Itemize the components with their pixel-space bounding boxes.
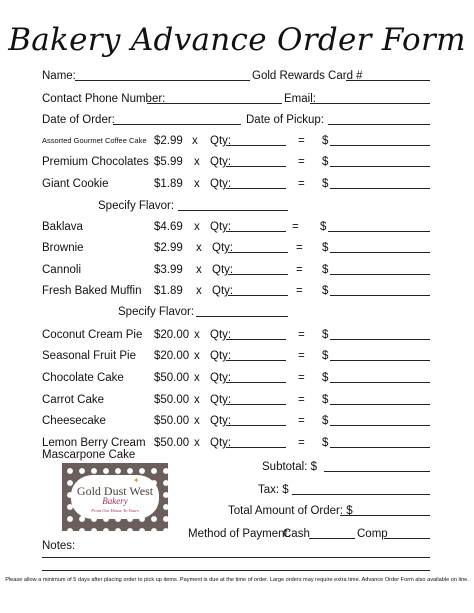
- item-name: Mascarpone Cake: [42, 449, 136, 461]
- notes-line[interactable]: [42, 557, 430, 558]
- qty-field[interactable]: [228, 295, 288, 296]
- qty-label: Qty:: [212, 285, 234, 297]
- qty-field[interactable]: [226, 425, 286, 426]
- item-price: $1.89: [154, 178, 183, 190]
- amount-field[interactable]: [330, 382, 430, 383]
- equals-sign: =: [298, 350, 305, 362]
- amount-field[interactable]: [330, 274, 430, 275]
- item-price: $20.00: [154, 350, 190, 362]
- multiply-sign: x: [194, 178, 200, 190]
- name-label: Name:: [42, 70, 76, 82]
- dollar-sign: $: [322, 135, 329, 147]
- qty-field[interactable]: [226, 447, 286, 448]
- specify-flavor-label: Specify Flavor:: [98, 200, 175, 212]
- item-price: $3.99: [154, 264, 183, 276]
- qty-label: Qty:: [212, 264, 234, 276]
- payment-label: Method of Payment:: [188, 528, 291, 540]
- subtotal-field[interactable]: [324, 471, 430, 472]
- item-name: Premium Chocolates: [42, 156, 149, 168]
- qty-field[interactable]: [228, 274, 288, 275]
- amount-field[interactable]: [330, 404, 430, 405]
- multiply-sign: x: [194, 437, 200, 449]
- equals-sign: =: [296, 242, 303, 254]
- qty-field[interactable]: [226, 404, 286, 405]
- multiply-sign: x: [194, 372, 200, 384]
- total-field[interactable]: [340, 515, 430, 516]
- qty-label: Qty:: [210, 156, 232, 168]
- item-name: Brownie: [42, 242, 84, 254]
- dollar-sign: $: [322, 437, 329, 449]
- item-price: $50.00: [154, 372, 190, 384]
- item-name: Giant Cookie: [42, 178, 109, 190]
- item-name: Assorted Gourmet Coffee Cake: [42, 136, 147, 145]
- multiply-sign: x: [196, 242, 202, 254]
- equals-sign: =: [298, 394, 305, 406]
- specify-flavor-label: Specify Flavor:: [118, 306, 195, 318]
- dollar-sign: $: [322, 394, 329, 406]
- pickup-date-field[interactable]: [328, 124, 430, 125]
- item-name: Carrot Cake: [42, 394, 104, 406]
- qty-label: Qty:: [212, 242, 234, 254]
- equals-sign: =: [298, 178, 305, 190]
- amount-field[interactable]: [330, 425, 430, 426]
- comp-field[interactable]: [384, 538, 430, 539]
- email-label: Email:: [284, 93, 316, 105]
- equals-sign: =: [292, 221, 299, 233]
- qty-field[interactable]: [226, 145, 286, 146]
- item-price: $1.89: [154, 285, 183, 297]
- dollar-sign: $: [322, 372, 329, 384]
- star-icon: ✦: [133, 476, 140, 485]
- multiply-sign: x: [192, 135, 198, 147]
- qty-label: Qty:: [210, 415, 232, 427]
- dollar-sign: $: [320, 221, 327, 233]
- dollar-sign: $: [322, 329, 329, 341]
- logo-tagline: From Our House To Yours: [91, 508, 139, 513]
- item-price: $2.99: [154, 242, 183, 254]
- item-name: Fresh Baked Muffin: [42, 285, 142, 297]
- gold-rewards-label: Gold Rewards Card #: [252, 70, 363, 82]
- multiply-sign: x: [194, 415, 200, 427]
- multiply-sign: x: [196, 285, 202, 297]
- equals-sign: =: [298, 437, 305, 449]
- amount-field[interactable]: [330, 166, 430, 167]
- item-price: $5.99: [154, 156, 183, 168]
- item-name: Seasonal Fruit Pie: [42, 350, 136, 362]
- name-field[interactable]: [75, 80, 250, 81]
- tax-field[interactable]: [292, 494, 430, 495]
- logo-badge: [71, 475, 159, 519]
- dollar-sign: $: [322, 242, 329, 254]
- item-name: Coconut Cream Pie: [42, 329, 143, 341]
- dollar-sign: $: [322, 415, 329, 427]
- qty-label: Qty:: [210, 372, 232, 384]
- amount-field[interactable]: [330, 360, 430, 361]
- qty-field[interactable]: [226, 382, 286, 383]
- cash-label: Cash: [283, 528, 310, 540]
- dollar-sign: $: [322, 156, 329, 168]
- amount-field[interactable]: [330, 145, 430, 146]
- item-price: $50.00: [154, 437, 190, 449]
- item-name: Lemon Berry Cream: [42, 437, 146, 449]
- qty-field[interactable]: [226, 188, 286, 189]
- form-title: Bakery Advance Order Form: [8, 22, 466, 58]
- item-price: $50.00: [154, 415, 190, 427]
- phone-field[interactable]: [147, 103, 282, 104]
- item-name: Cheesecake: [42, 415, 106, 427]
- dollar-sign: $: [322, 350, 329, 362]
- qty-field[interactable]: [226, 360, 286, 361]
- qty-label: Qty:: [210, 135, 232, 147]
- qty-field[interactable]: [226, 339, 286, 340]
- notes-label: Notes:: [42, 540, 76, 552]
- item-price: $4.69: [154, 221, 183, 233]
- qty-label: Qty:: [210, 437, 232, 449]
- phone-label: Contact Phone Number:: [42, 93, 166, 105]
- qty-field[interactable]: [226, 231, 286, 232]
- dollar-sign: $: [322, 178, 329, 190]
- amount-field[interactable]: [330, 295, 430, 296]
- gold-rewards-field[interactable]: [346, 80, 430, 81]
- multiply-sign: x: [196, 264, 202, 276]
- footnote: Please allow a minimum of 5 days after placing order to pick up items. Payment is due at the time of order. Large orders may require extra time. Advance Order Form also available on line.: [5, 577, 469, 583]
- order-date-label: Date of Order:: [42, 114, 115, 126]
- amount-field[interactable]: [330, 339, 430, 340]
- item-price: $50.00: [154, 394, 190, 406]
- comp-label: Comp: [357, 528, 388, 540]
- amount-field[interactable]: [330, 252, 430, 253]
- email-field[interactable]: [310, 103, 430, 104]
- total-label: Total Amount of Order: $: [228, 505, 353, 517]
- logo-sub: Bakery: [102, 496, 128, 506]
- notes-line[interactable]: [42, 570, 430, 571]
- equals-sign: =: [298, 372, 305, 384]
- multiply-sign: x: [194, 394, 200, 406]
- dollar-sign: $: [322, 264, 329, 276]
- item-name: Baklava: [42, 221, 83, 233]
- equals-sign: =: [298, 415, 305, 427]
- dollar-sign: $: [322, 285, 329, 297]
- item-price: $20.00: [154, 329, 190, 341]
- logo-name: Gold Dust West: [76, 484, 154, 498]
- pickup-date-label: Date of Pickup:: [246, 114, 324, 126]
- subtotal-label: Subtotal: $: [262, 461, 317, 473]
- item-name: Cannoli: [42, 264, 81, 276]
- item-price: $2.99: [154, 135, 183, 147]
- equals-sign: =: [298, 329, 305, 341]
- equals-sign: =: [298, 135, 305, 147]
- item-name: Chocolate Cake: [42, 372, 124, 384]
- qty-label: Qty:: [210, 350, 232, 362]
- equals-sign: =: [296, 264, 303, 276]
- specify-flavor-field[interactable]: [196, 316, 288, 317]
- amount-field[interactable]: [330, 188, 430, 189]
- qty-label: Qty:: [210, 221, 232, 233]
- multiply-sign: x: [194, 350, 200, 362]
- multiply-sign: x: [194, 329, 200, 341]
- specify-flavor-field[interactable]: [178, 210, 288, 211]
- tax-label: Tax: $: [258, 484, 289, 496]
- equals-sign: =: [296, 285, 303, 297]
- multiply-sign: x: [194, 221, 200, 233]
- cash-field[interactable]: [309, 538, 355, 539]
- qty-field[interactable]: [228, 252, 288, 253]
- qty-field[interactable]: [226, 166, 286, 167]
- qty-label: Qty:: [210, 394, 232, 406]
- qty-label: Qty:: [210, 178, 232, 190]
- multiply-sign: x: [194, 156, 200, 168]
- order-date-field[interactable]: [113, 124, 241, 125]
- amount-field[interactable]: [328, 231, 430, 232]
- qty-label: Qty:: [210, 329, 232, 341]
- gold-dust-west-logo: [62, 463, 168, 531]
- equals-sign: =: [298, 156, 305, 168]
- amount-field[interactable]: [330, 447, 430, 448]
